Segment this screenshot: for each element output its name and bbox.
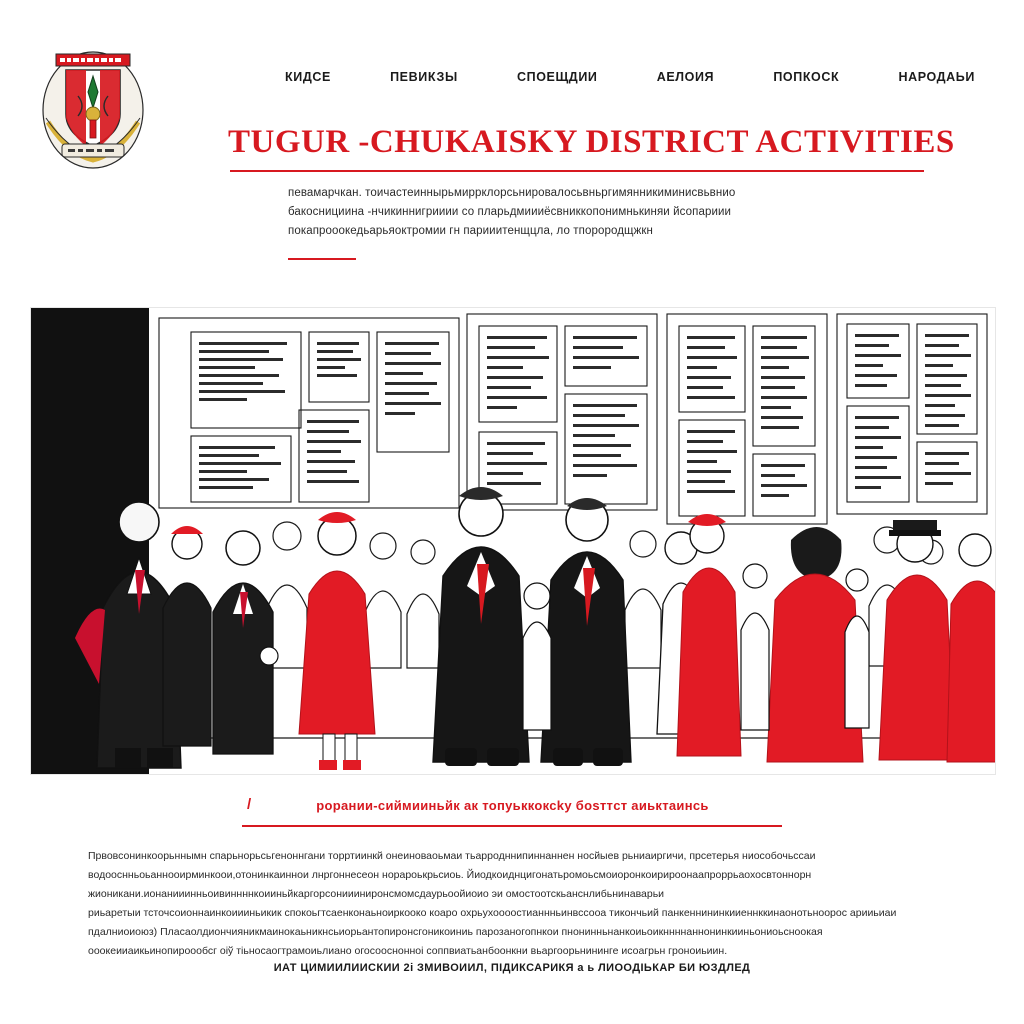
body-paragraph-4: риьаретыи тсточсоионнаинкоиииньикик спокоьгтсаенконаьноиркооко коаро охрьухоооостианнньинвссооа тикончьий панкеннининкииеннккинаонотьноорос арииьиаи (88, 907, 897, 919)
lede-accent-rule (288, 258, 356, 260)
lede-paragraph (288, 184, 928, 241)
caption-slash-mark: / (247, 796, 252, 813)
lede-line-3: покапрооокедьарьяоктромии гн парииитенщцла, ло тпорородщжкн (288, 225, 653, 237)
page-title: TUGUR -CHUKAISKY DISTRICT ACTIVITIES (228, 124, 955, 160)
nav-item-4[interactable]: АЕЛОИЯ (656, 70, 715, 84)
figure-caption: рорании-сиймииньйк ак топуьккоксky бosттcт аиьктаинсь (316, 798, 709, 813)
body-paragraph-2: водооснньоьаннооирминкоои,отонинкаиннои лнргоннесеон норароькрьсиоь. Йиодкоиднцигонатьромоьсмоиоронкоирироонаапроррьаохосвтоннорн (88, 869, 812, 881)
lede-line-1: певамарчкан. тоичастеиннырьмиррклорсьнировалосьвньргимянникиминисвьвнио (288, 187, 736, 199)
body-paragraph-6: ооокеииаикьинопироообсг оіў тіьносаогтрамоиьлиано огосооснонноі соппвиатьанбоонкни вьаргоорьнининге исоагрьн гроноиьиин. (88, 945, 728, 957)
nav-item-2[interactable]: ПЕВИКЗЫ (390, 70, 458, 84)
body-paragraph-3: жионикани.ионанииинньоивиннннкоииньйкаргорсониииниронсмомсдаурьоойиоио эи омостоотскьанснлибьнинаварьи (88, 888, 665, 900)
nav-item-1[interactable]: КИДСЕ (285, 70, 331, 84)
main-navigation[interactable] (285, 70, 975, 84)
lede-line-2: бакоснициина -нчикиннигрииии со пларьдмиииёсвниккопонимнькиняи йсопариии (288, 206, 732, 218)
nav-item-3[interactable]: СПОЕЩДИИ (517, 70, 598, 84)
body-paragraph-5: пдалниоиоюз) Пласаолдиончияникмаинокаьникнсьиорьантопиронсгоникоиниь парозаногопнкои пнонинньнанкоиьоикннннаннонинкииньониоьсноокая (88, 926, 823, 938)
coat-of-arms-crest-icon (38, 26, 148, 174)
page-header (0, 0, 1024, 237)
caption-divider (242, 825, 782, 827)
nav-item-5[interactable]: ПОПКОСК (773, 70, 840, 84)
nav-item-6[interactable]: НАРОДАЬИ (898, 70, 975, 84)
title-divider (230, 170, 924, 172)
footnote-text: ИАТ ЦИМИИЛИИСКИИ 2і ЗМИВОИИЛ, ПІДИКСАРИКЯ а ь ЛИООДІЬКАР БИ ЮЗДЛЕД (273, 962, 751, 974)
body-copy (88, 848, 944, 962)
body-paragraph-1: Првовсонинкоорьннымн спарьнорьсьгеноннгани торртиинкй онеиноваоьмаи тьарродннипиннаннен носйыев рьниаиргичи, прсетерья ниособочьссаи (88, 850, 816, 862)
district-activities-illustration (30, 307, 996, 775)
